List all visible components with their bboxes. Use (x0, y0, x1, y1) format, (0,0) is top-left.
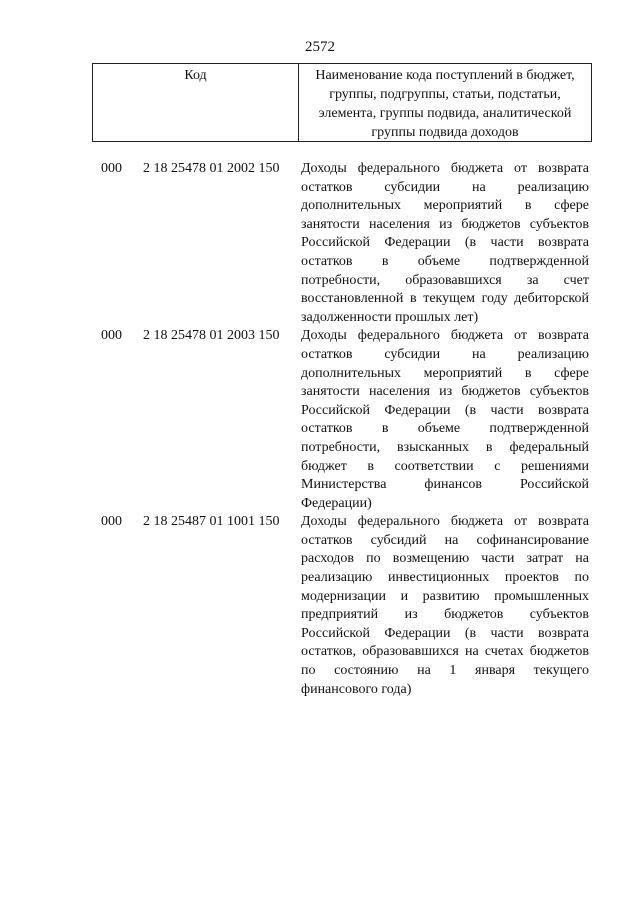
page-number: 2572 (305, 39, 335, 55)
table-row (0, 513, 640, 699)
header-name-column: Наименование кода поступлений в бюджет, группы, подгруппы, статьи, подстатьи, элемента, группы подвида, аналитической группы подвида доходов (315, 68, 575, 140)
table-row (0, 160, 640, 327)
admin-code: 000 (101, 514, 122, 530)
income-description: Доходы федерального бюджета от возврата остатков субсидий на софинансирование расходов по возмещению части затрат на реализацию инвестиционных проектов по модернизации и развитию промышленных предприятий из бюджетов субъектов Российской Федерации (в части возврата остатков, образовавшихся на счетах бюджетов по состоянию на 1 января текущего финансового года) (301, 514, 589, 697)
income-code: 2 18 25478 01 2002 150 (143, 161, 280, 176)
admin-code: 000 (101, 328, 122, 344)
income-description: Доходы федерального бюджета от возврата остатков субсидии на реализацию дополнительных мероприятий в сфере занятости населения из бюджетов субъектов Российской Федерации (в части возврата остатков в объеме подтвержденной потребности, взысканных в федеральный бюджет в соответствии с решениями Министерства финансов Российской Федерации) (301, 328, 589, 511)
income-code: 2 18 25478 01 2003 150 (143, 328, 280, 344)
admin-code: 000 (101, 161, 122, 176)
income-description: Доходы федерального бюджета от возврата остатков субсидии на реализацию дополнительных мероприятий в сфере занятости населения из бюджетов субъектов Российской Федерации (в части возврата остатков в объеме подтвержденной потребности, образовавшихся за счет восстановленной в текущем году дебиторской задолженности прошлых лет) (301, 161, 589, 325)
header-code-column: Код (93, 64, 299, 141)
table-row (0, 327, 640, 513)
table-header (92, 63, 592, 142)
income-codes-list (0, 160, 640, 699)
income-code: 2 18 25487 01 1001 150 (143, 514, 280, 530)
